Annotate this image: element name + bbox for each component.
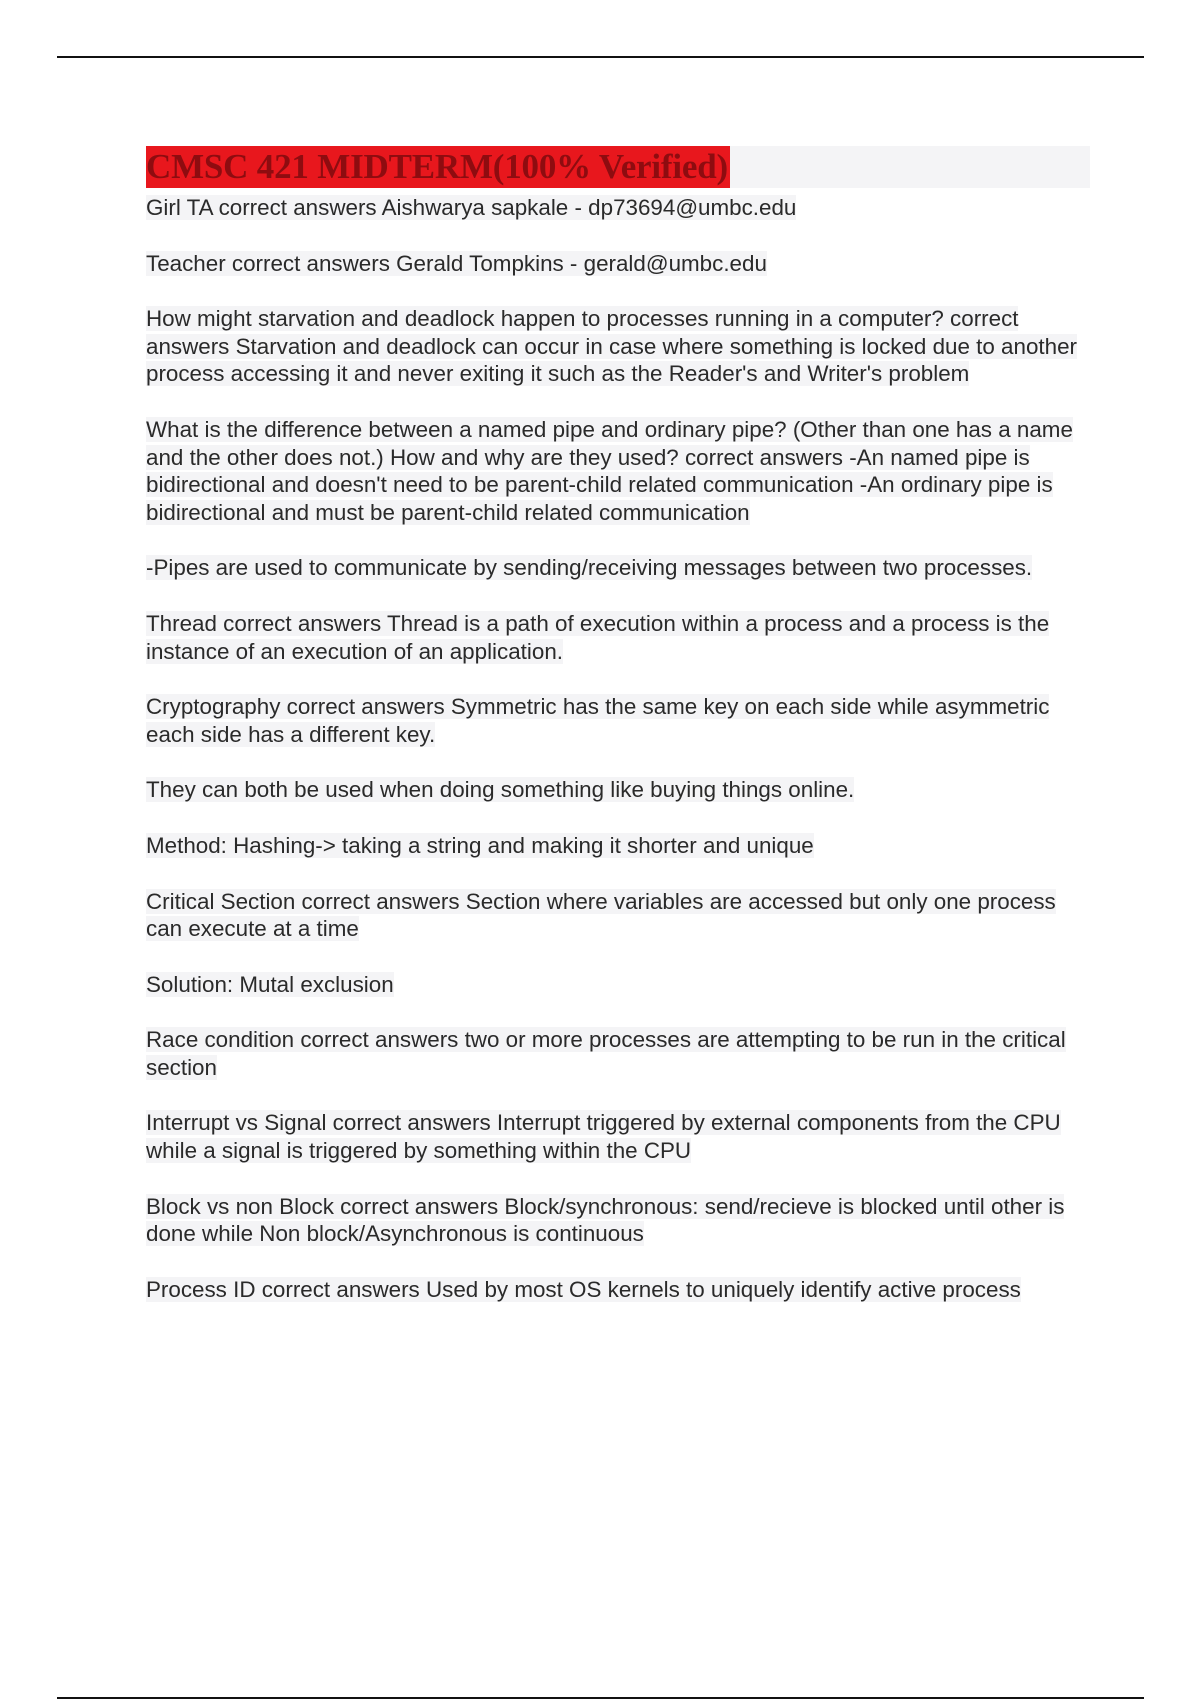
document-body [146, 146, 1090, 1331]
paragraph-thread: Thread correct answers Thread is a path of execution within a process and a process is the instance of an execution of an application. [146, 610, 1050, 664]
paragraph-cryptography: Cryptography correct answers Symmetric has the same key on each side while asymmetric each side has a different key. [146, 694, 1050, 747]
paragraph-mutual-exclusion: Solution: Mutal exclusion [146, 971, 394, 997]
title-row [146, 146, 1090, 188]
paragraph-hashing: Method: Hashing-> taking a string and making it shorter and unique [146, 832, 814, 858]
paragraph-pipes-usage: -Pipes are used to communicate by sending/receiving messages between two processes. [146, 555, 1033, 581]
top-rule [57, 56, 1144, 58]
paragraph-race-condition: Race condition correct answers two or more processes are attempting to be run in the critical section [146, 1027, 1066, 1080]
bottom-rule [57, 1697, 1144, 1699]
paragraph-starvation-deadlock: How might starvation and deadlock happen to processes running in a computer? correct answers Starvation and deadlock can occur in case where something is locked due to another process accessing it and never exiting it such as the Reader's and Writer's problem [146, 306, 1077, 387]
paragraph-process-id: Process ID correct answers Used by most OS kernels to uniquely identify active process [146, 1276, 1021, 1302]
paragraph-block-nonblock: Block vs non Block correct answers Block/synchronous: send/recieve is blocked until other is done while Non block/Asynchronous is continuous [146, 1193, 1065, 1247]
document-title: CMSC 421 MIDTERM(100% Verified) [146, 147, 728, 186]
paragraph-girl-ta: Girl TA correct answers Aishwarya sapkale - dp73694@umbc.edu [146, 195, 797, 220]
paragraph-teacher: Teacher correct answers Gerald Tompkins - gerald@umbc.edu [146, 250, 767, 276]
paragraph-critical-section: Critical Section correct answers Section where variables are accessed but only one process can execute at a time [146, 888, 1056, 942]
paragraph-buying-online: They can both be used when doing something like buying things online. [146, 777, 855, 803]
paragraph-interrupt-signal: Interrupt vs Signal correct answers Interrupt triggered by external components from the CPU while a signal is triggered by something within the CPU [146, 1110, 1061, 1164]
paragraph-named-pipe: What is the difference between a named pipe and ordinary pipe? (Other than one has a name and the other does not.) How and why are they used? correct answers -An named pipe is bidirectional and doesn't need to be parent-child related communication -An ordinary pipe is bidirectional and must be parent-child related communication [146, 416, 1073, 525]
